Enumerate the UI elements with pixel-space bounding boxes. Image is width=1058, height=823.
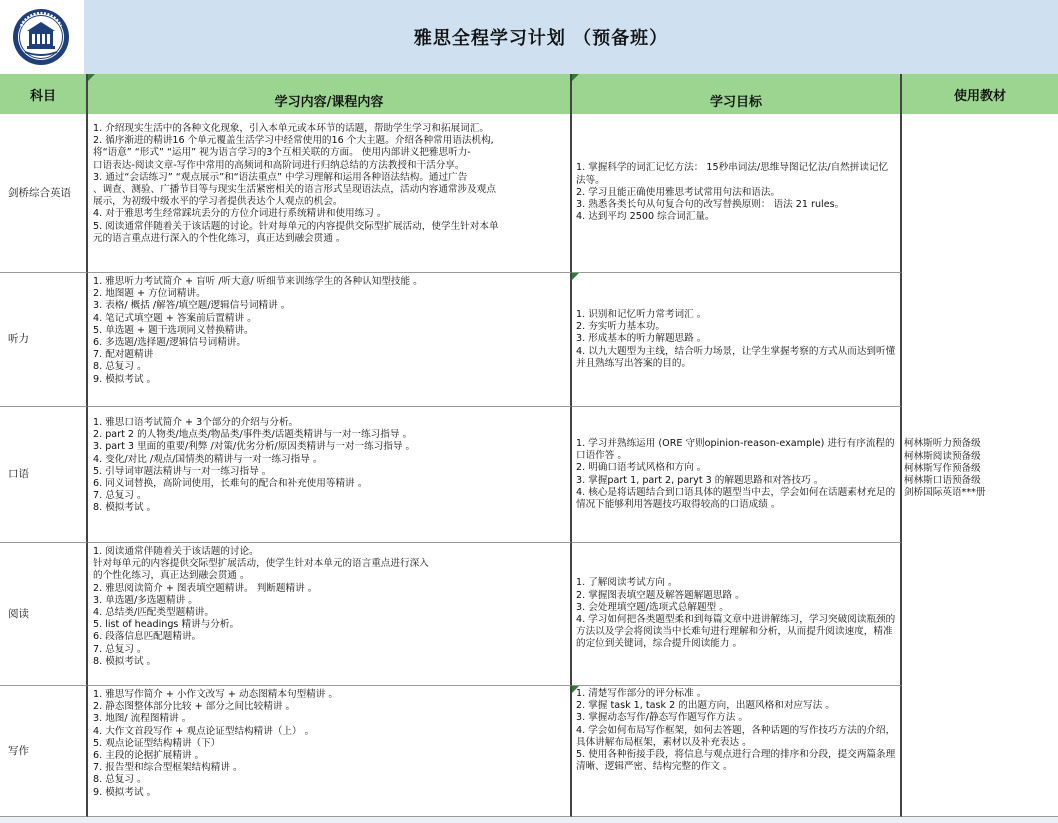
comment-marker-icon <box>572 273 579 280</box>
content-line: 的个性化练习，真正达到融会贯通 。 <box>93 570 250 582</box>
content-line: 元的语言重点进行深入的个性化练习，真正达到融会贯通 。 <box>93 232 346 244</box>
content-line: 7. 配对题精讲 <box>93 349 154 361</box>
header-subject[interactable] <box>0 74 88 114</box>
content-line: 1. 雅思口语考试简介 + 3个部分的介绍与分析。 <box>93 417 299 428</box>
goal-line: 3. 会处理填空题/选项式总解题型 。 <box>576 601 729 613</box>
subject-name: 听力 <box>8 333 29 346</box>
content-line: 展示，为初级中级水平的学习者提供表达个人观点的机会。 <box>93 196 343 208</box>
content-line: 针对每单元的内容提供交际型扩展活动，使学生针对本单元的语言重点进行深入 <box>93 558 429 570</box>
subject-name: 写作 <box>8 744 29 757</box>
header-materials[interactable] <box>902 74 1058 114</box>
header-content-label: 学习内容/课程内容 <box>274 95 384 110</box>
goal-line: 3. 掌握动态写作/静态写作题写作方法 。 <box>576 712 748 724</box>
content-line: 3. part 3 里面的重要/利弊 /对策/优劣分析/原因类精讲与一对一练习指导 。 <box>93 441 416 453</box>
row-subject-cell[interactable] <box>0 273 88 407</box>
row-content-cell[interactable] <box>88 407 572 543</box>
goal-line: 3. 形成基本的听力解题思路 。 <box>576 333 707 345</box>
goal-line: 4. 以九大题型为主线，结合听力场景，让学生掌握考察的方式从而达到听懂并且熟练写出答案的目的。 <box>576 345 896 369</box>
content-line: 1. 雅思听力考试简介 + 盲听 /听大意/ 听细节来训练学生的各种认知型技能 。 <box>93 276 423 287</box>
goal-line: 2. 明确口语考试风格和方向 。 <box>576 462 707 474</box>
content-line: 2. part 2 的人物类/地点类/物品类/事件类/话题类精讲与一对一练习指导 。 <box>93 429 413 441</box>
comment-marker-icon <box>88 74 95 81</box>
goal-line: 3. 掌握part 1, part 2, paryt 3 的解题思路和对答技巧 。 <box>576 474 824 486</box>
content-line: 5. 观点论证型结构精讲（下） <box>93 737 221 749</box>
content-line: 1. 介绍现实生活中的各种文化现象，引入本单元或本环节的话题，帮助学生学习和拓展词汇。 <box>93 123 489 134</box>
content-line: 5. 阅读通常伴随着关于该话题的讨论。针对每单元的内容提供交际型扩展活动，使学生针对本单 <box>93 220 499 232</box>
goal-line: 5. 使用各种衔接手段，将信息与观点进行合理的排序和分段，提交两篇条理清晰、逻辑严密、结构完整的作文 。 <box>576 749 896 773</box>
content-line: 5. 引导词审题法精讲与一对一练习指导 。 <box>93 465 272 477</box>
goal-line: 1. 掌握科学的词汇记忆方法： 15秒串词法/思维导图记忆法/自然拼读记忆法等。 <box>576 162 889 186</box>
content-line: 9. 模拟考试 。 <box>93 786 157 798</box>
header-content[interactable] <box>88 74 572 114</box>
content-line: 8. 模拟考试 。 <box>93 655 157 667</box>
row-goals-cell[interactable] <box>572 407 902 543</box>
goal-line: 2. 掌握图表填空题及解答题解题思路 。 <box>576 589 745 601</box>
content-line: 2. 静态图整体部分比较 + 部分之间比较精讲 。 <box>93 701 296 713</box>
content-line: 5. list of headings 精讲与分析。 <box>93 619 240 631</box>
header-goals-label: 学习目标 <box>709 95 762 110</box>
content-line: 1. 阅读通常伴随着关于该话题的讨论。 <box>93 546 259 557</box>
goal-line: 4. 学会如何布局写作框架，如何去答题，各种话题的写作技巧方法的介绍，具体讲解布局框架，素材以及补充表达 。 <box>576 724 896 748</box>
comment-marker-icon <box>572 74 579 81</box>
goal-line: 1. 学习并熟练运用 (ORE 守则opinion-reason-example) 进行有序流程的口语作答 。 <box>576 437 895 462</box>
row-goals-cell[interactable] <box>572 543 902 686</box>
goal-line: 1. 识别和记忆听力常考词汇 。 <box>576 308 707 320</box>
content-line: 6. 段落信息匹配题精讲。 <box>93 631 202 643</box>
content-line: 6. 同义词替换，高阶词使用，长难句的配合和补充使用等精讲 。 <box>93 478 368 490</box>
content-line: 、调查、测验、广播节目等与现实生活紧密相关的语言形式呈现语法点，活动内容通常涉及观点 <box>93 184 496 196</box>
row-content-cell[interactable] <box>88 543 572 686</box>
row-goals-cell[interactable] <box>572 273 902 407</box>
row-subject-cell[interactable] <box>0 407 88 543</box>
content-line: 4. 大作文首段写作 + 观点论证型结构精讲（上） 。 <box>93 725 315 737</box>
materials-cell[interactable] <box>902 114 1058 817</box>
content-line: 1. 雅思写作简介 + 小作文改写 + 动态图精本句型精讲 。 <box>93 689 338 700</box>
goal-line: 1. 清楚写作部分的评分标准 。 <box>576 688 707 699</box>
content-line: 3. 表格/ 概括 /解答/填空题/逻辑信号词精讲 。 <box>93 300 291 312</box>
content-line: 将“语意” “形式” “运用” 视为语言学习的3个互相关联的方面。 使用内部讲义把雅思听力- <box>93 147 471 159</box>
goal-line: 4. 学习如何把各类题型柔和到每篇文章中进讲解练习，学习突破阅读瓶颈的方法以及学会将阅读当中长难句进行理解和分析，从而提升阅读速度，精准的定位到关键词，综合提升阅读能力 。 <box>576 614 896 650</box>
row-goals-cell[interactable] <box>572 686 902 817</box>
content-line: 4. 变化/对比 /观点/国情类的精讲与一对一练习指导 。 <box>93 453 323 465</box>
content-line: 3. 地图/ 流程图精讲 。 <box>93 713 192 725</box>
content-line: 7. 总复习 。 <box>93 643 147 655</box>
content-line: 口语表达-阅读文章-写作中常用的高频词和高阶词进行归纳总结的方法教授和干活分享。 <box>93 159 465 171</box>
content-line: 8. 总复习 。 <box>93 361 147 373</box>
subject-name: 口语 <box>8 468 29 481</box>
content-line: 6. 主段的论据扩展精讲 。 <box>93 750 205 762</box>
row-subject-cell[interactable] <box>0 686 88 817</box>
content-line: 2. 雅思阅读简介 + 图表填空题精讲。 判断题精讲 。 <box>93 582 318 594</box>
title-bar <box>84 0 1058 74</box>
row-subject-cell[interactable] <box>0 114 88 273</box>
page-title: 雅思全程学习计划 （预备班） <box>413 28 669 49</box>
goal-line: 2. 学习且能正确使用雅思考试常用句法和语法。 <box>576 186 781 198</box>
row-content-cell[interactable] <box>88 114 572 273</box>
logo-cell <box>0 0 84 74</box>
material-item: 柯林斯听力预备级 <box>904 438 981 450</box>
subject-name: 剑桥综合英语 <box>8 186 71 199</box>
material-item: 柯林斯阅读预备级 <box>904 450 981 462</box>
row-content-cell[interactable] <box>88 273 572 407</box>
goal-line: 2. 掌握 task 1, task 2 的出题方向，出题风格和对应写法 。 <box>576 700 835 712</box>
material-item: 剑桥国际英语***册 <box>904 487 986 499</box>
row-content-cell[interactable] <box>88 686 572 817</box>
content-line: 8. 模拟考试 。 <box>93 502 157 514</box>
row-goals-cell[interactable] <box>572 114 902 273</box>
content-line: 3. 单选题/多选题精讲 。 <box>93 594 198 606</box>
content-line: 7. 总复习 。 <box>93 490 147 502</box>
goal-line: 3. 熟悉各类长句从句复合句的改写替换原则： 语法 21 rules。 <box>576 199 845 211</box>
header-subject-label: 科目 <box>29 88 56 104</box>
subject-name: 阅读 <box>8 607 29 620</box>
sheet-bottom-edge <box>0 817 1058 823</box>
content-line: 2. 循序渐进的精讲16 个单元覆盖生活学习中经常使用的16 个大主题。介绍各种常用语法机构, <box>93 135 494 147</box>
content-line: 3. 通过“会话练习” “观点展示”和“语法重点” 中学习理解和运用各种语法结构。通过广告 <box>93 171 468 183</box>
goal-line: 2. 夯实听力基本功。 <box>576 321 665 333</box>
university-seal-logo <box>12 8 70 66</box>
content-line: 4. 笔记式填空题 + 答案前后置精讲 。 <box>93 312 257 324</box>
content-line: 5. 单选题 + 题干选项同义替换精讲。 <box>93 324 254 336</box>
header-goals[interactable] <box>572 74 902 114</box>
row-subject-cell[interactable] <box>0 543 88 686</box>
content-line: 2. 地图题 + 方位词精讲。 <box>93 288 206 300</box>
goal-line: 4. 核心是将话题结合到口语具体的题型当中去，学会如何在话题素材充足的情况下能够利用答题技巧取得较高的口语成绩 。 <box>576 486 896 510</box>
content-line: 6. 多选题/选择题/逻辑信号词精讲。 <box>93 337 246 349</box>
goal-line: 4. 达到平均 2500 综合词汇量。 <box>576 211 715 223</box>
content-line: 9. 模拟考试 。 <box>93 373 157 385</box>
header-materials-label: 使用教材 <box>953 88 1006 104</box>
goal-line: 1. 了解阅读考试方向 。 <box>576 577 678 589</box>
content-line: 4. 对于雅思考生经常踩坑丢分的方位介词进行系统精讲和使用练习 。 <box>93 208 387 220</box>
material-item: 柯林斯口语预备级 <box>904 475 981 487</box>
comment-marker-icon <box>572 686 579 693</box>
material-item: 柯林斯写作预备级 <box>904 462 981 474</box>
content-line: 8. 总复习 。 <box>93 774 147 786</box>
content-line: 4. 总结类/匹配类型题精讲。 <box>93 607 214 619</box>
content-line: 7. 报告型和综合型框架结构精讲 。 <box>93 762 243 774</box>
